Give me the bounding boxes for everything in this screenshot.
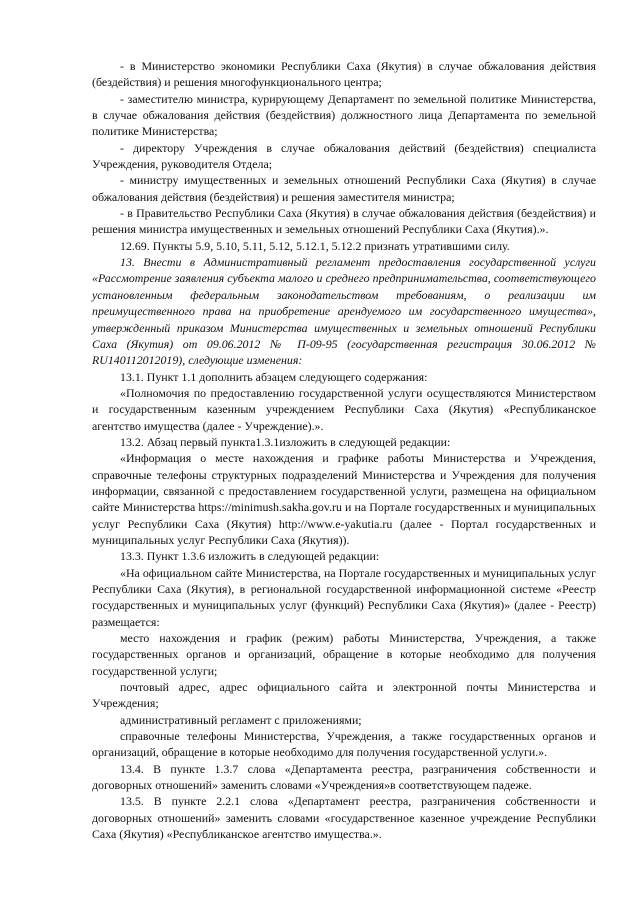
- paragraph-1: - в Министерство экономики Республики Саха (Якутия) в случае обжалования действия (бездействия) и решения многофункционального центра;: [92, 59, 596, 90]
- paragraph-5: - в Правительство Республики Саха (Якутия) в случае обжалования действия (бездействия) и решения министра имущественных и земельных отношений Республики Саха (Якутия).».: [92, 206, 596, 237]
- paragraph-15: почтовый адрес, адрес официального сайта и электронной почты Министерства и Учреждения;: [92, 680, 596, 711]
- paragraph-17: справочные телефоны Министерства, Учреждения, а также государственных органов и организаций, обращение в которые необходимо для получения государственной услуги.».: [92, 729, 596, 760]
- paragraph-18: 13.4. В пункте 1.3.7 слова «Департамента реестра, разграничения собственности и договорных отношений» заменить словами «Учреждения»в соответствующем падеже.: [92, 761, 596, 793]
- document-page: [92, 58, 596, 843]
- paragraph-4: - министру имущественных и земельных отношений Республики Саха (Якутия) в случае обжалования действия (бездействия) и решения заместителя министра;: [92, 173, 596, 204]
- paragraph-16: административный регламент с приложениями;: [120, 712, 362, 727]
- paragraph-19: 13.5. В пункте 2.2.1 слова «Департамент реестра, разграничения собственности и договорных отношений» заменить словами «государственное казенное учреждение Республики Саха (Якутия) «Республиканское агентство имущества.».: [92, 794, 596, 842]
- paragraph-6: 12.69. Пункты 5.9, 5.10, 5.11, 5.12, 5.12.1, 5.12.2 признать утратившими силу.: [120, 238, 510, 253]
- paragraph-3: - директору Учреждения в случае обжалования действий (бездействия) специалиста Учреждения, руководителя Отдела;: [92, 140, 596, 172]
- paragraph-14: место нахождения и график (режим) работы Министерства, Учреждения, а также государственных органов и организаций, обращение в которые необходимо для получения государственной услуги;: [92, 631, 596, 678]
- paragraph-2: - заместителю министра, курирующему Департамент по земельной политике Министерства, в случае обжалования действия (бездействия) должностного лица Департамента по земельной политике Министерства;: [92, 91, 596, 139]
- paragraph-9: «Полномочия по предоставлению государственной услуги осуществляются Министерством и государственным казенным учреждением Республики Саха (Якутия) «Республиканское агентство имущества (далее - Учреждение).».: [92, 385, 596, 433]
- paragraph-13: «На официальном сайте Министерства, на Портале государственных и муниципальных услуг Республики Саха (Якутия), в региональной государственной информационной системе «Реестр государственных и муниципальных услуг (функций) Республики Саха (Якутия)» (далее - Реестр) размещается:: [92, 565, 596, 629]
- paragraph-10: 13.2. Абзац первый пункта1.3.1изложить в следующей редакции:: [120, 434, 451, 449]
- paragraph-7-section-13-heading: 13. Внести в Административный регламент предоставления государственной услуги «Рассмотрение заявления субъекта малого и среднего предпринимательства, соответствующего установленным федеральным законодательством требованиям, о реализации им преимущественного права на приобретение арендуемого им государственного имущества», утвержденный приказом Министерства имущественных и земельных отношений Республики Саха (Якутия) от 09.06.2012 № П-09-95 (государственная регистрация 30.06.2012 № RU140112012019), следующие изменения:: [92, 255, 596, 368]
- paragraph-11: «Информация о месте нахождения и графике работы Министерства и Учреждения, справочные телефоны структурных подразделений Министерства и Учреждения для получения информации, связанной с предоставлением государственной услуги, размещена на официальном сайте Министерства https://minimush.sakha.gov.ru и на Портале государственных и муниципальных услуг Республики Саха (Якутия) http://www.e-yakutia.ru (далее - Портал государственных и муниципальных услуг Республики Саха (Якутия)).: [92, 451, 596, 547]
- paragraph-12: 13.3. Пункт 1.3.6 изложить в следующей редакции:: [120, 549, 380, 564]
- paragraph-8: 13.1. Пункт 1.1 дополнить абзацем следующего содержания:: [120, 369, 428, 384]
